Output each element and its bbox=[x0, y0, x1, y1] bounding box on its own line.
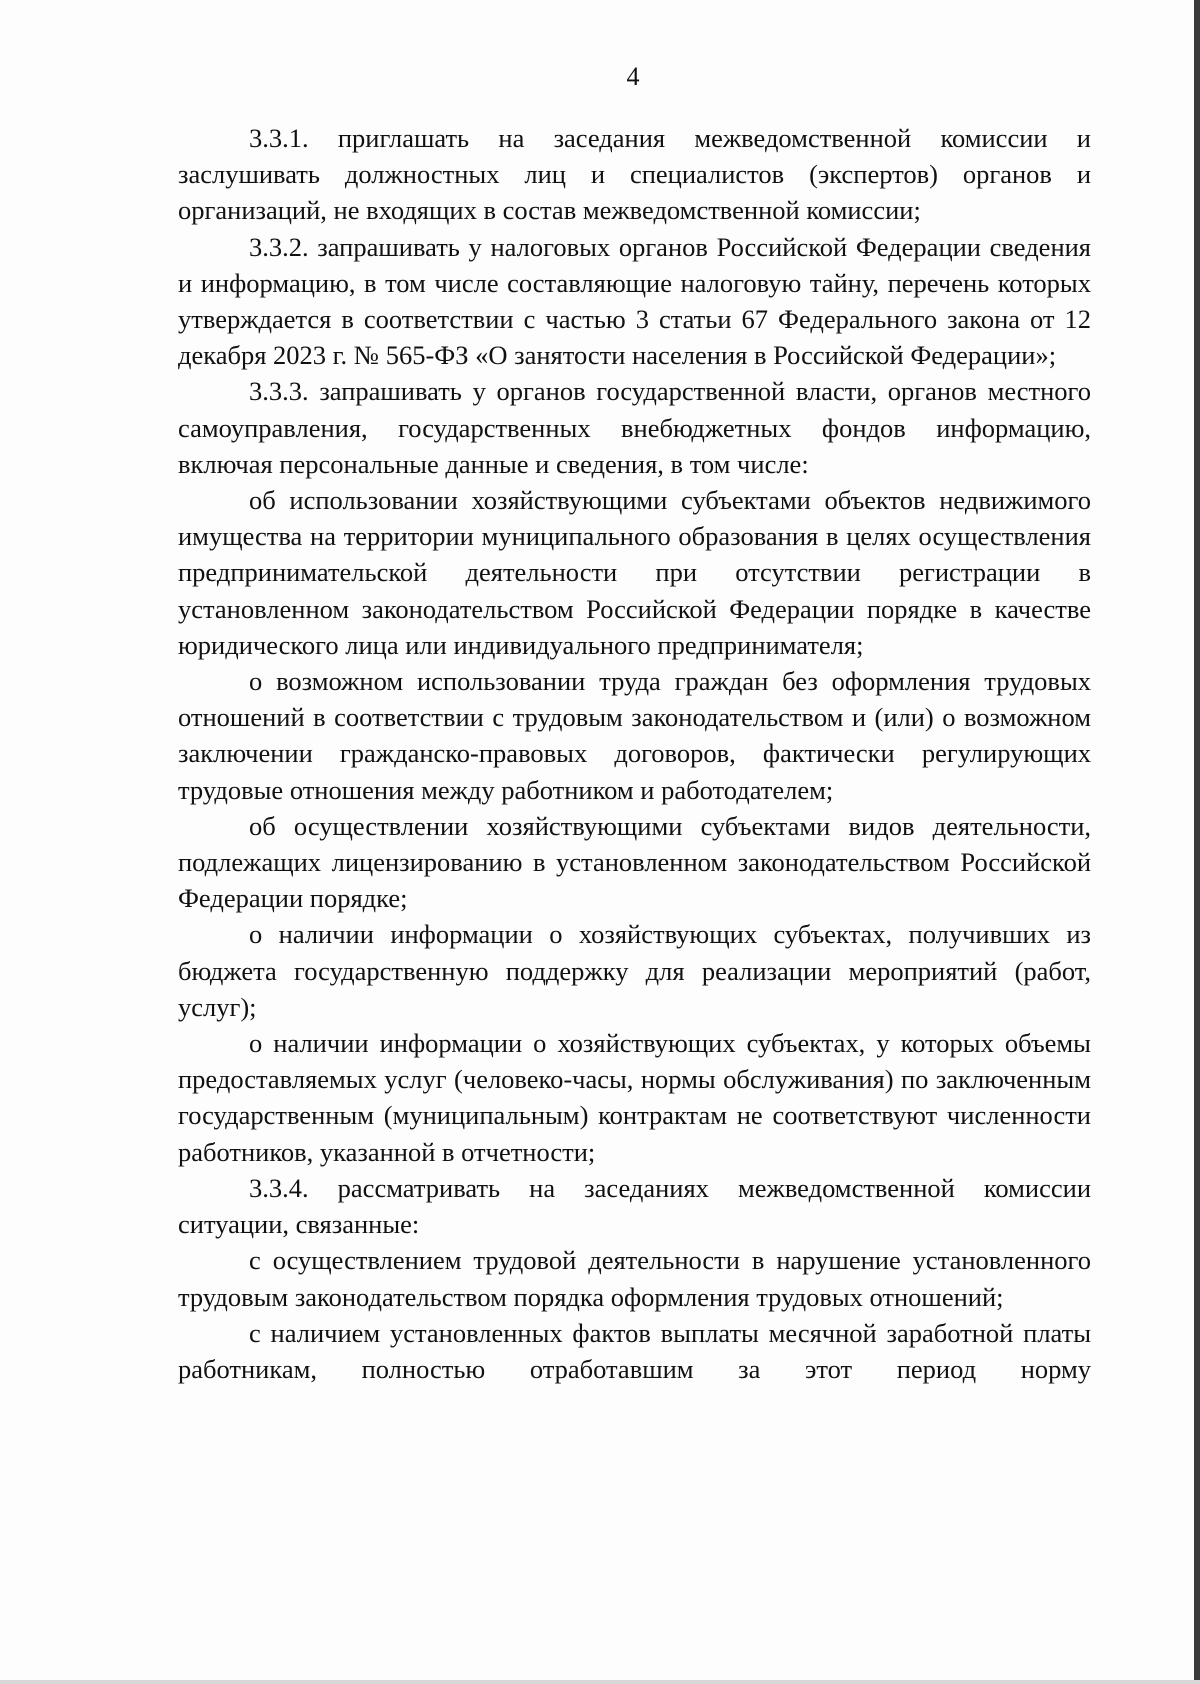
list-item-wage-facts: с наличием установленных фактов выплаты месячной заработной платы работникам, полностью отработавшим за этот период норму bbox=[178, 1317, 1091, 1384]
scan-border-bottom bbox=[0, 1680, 1200, 1684]
list-item-contract-volumes: о наличии информации о хозяйствующих субъектах, у которых объемы предоставляемых услуг (человеко-часы, нормы обслуживания) по заключенным государственным (муниципальным) контрактам не соответствуют численности работников, указанной в отчетности; bbox=[178, 1028, 1091, 1167]
paragraph-3-3-2: 3.3.2. запрашивать у налоговых органов Российской Федерации сведения и информацию, в том числе составляющие налоговую тайну, перечень которых утверждается в соответствии с частью 3 статьи 67 Федерального закона от 12 декабря 2023 г. № 565-ФЗ «О занятости населения в Российской Федерации»; bbox=[178, 231, 1091, 371]
list-item-labor-violation: с осуществлением трудовой деятельности в нарушение установленного трудовым законодательством порядка оформления трудовых отношений; bbox=[178, 1245, 1091, 1312]
list-item-licensed-activity: об осуществлении хозяйствующими субъектами видов деятельности, подлежащих лицензированию в установленном законодательством Российской Федерации порядке; bbox=[178, 810, 1091, 914]
scan-border-right bbox=[1194, 0, 1200, 1684]
page-number: 4 bbox=[626, 62, 640, 91]
paragraph-3-3-3: 3.3.3. запрашивать у органов государственной власти, органов местного самоуправления, государственных внебюджетных фондов информацию, включая персональные данные и сведения, в том числе: bbox=[178, 376, 1091, 479]
list-item-informal-labor: о возможном использовании труда граждан без оформления трудовых отношений в соответствии с трудовым законодательством и (или) о возможном заключении гражданско-правовых договоров, фактически регулирующих трудовые отношения между работником и работодателем; bbox=[178, 666, 1091, 805]
document-body bbox=[178, 120, 1091, 1387]
paragraph-3-3-4: 3.3.4. рассматривать на заседаниях межведомственной комиссии ситуации, связанные: bbox=[178, 1172, 1091, 1240]
list-item-real-estate-use: об использовании хозяйствующими субъектами объектов недвижимого имущества на территории муниципального образования в целях осуществления предпринимательской деятельности при отсутствии регистрации в установленном законодательством Российской Федерации порядке в качестве юридического лица или индивидуального предпринимателя; bbox=[178, 485, 1091, 660]
paragraph-3-3-1: 3.3.1. приглашать на заседания межведомственной комиссии и заслушивать должностных лиц и специалистов (экспертов) органов и организаций, не входящих в состав межведомственной комиссии; bbox=[178, 123, 1091, 226]
list-item-state-support: о наличии информации о хозяйствующих субъектах, получивших из бюджета государственную поддержку для реализации мероприятий (работ, услуг); bbox=[178, 919, 1091, 1022]
